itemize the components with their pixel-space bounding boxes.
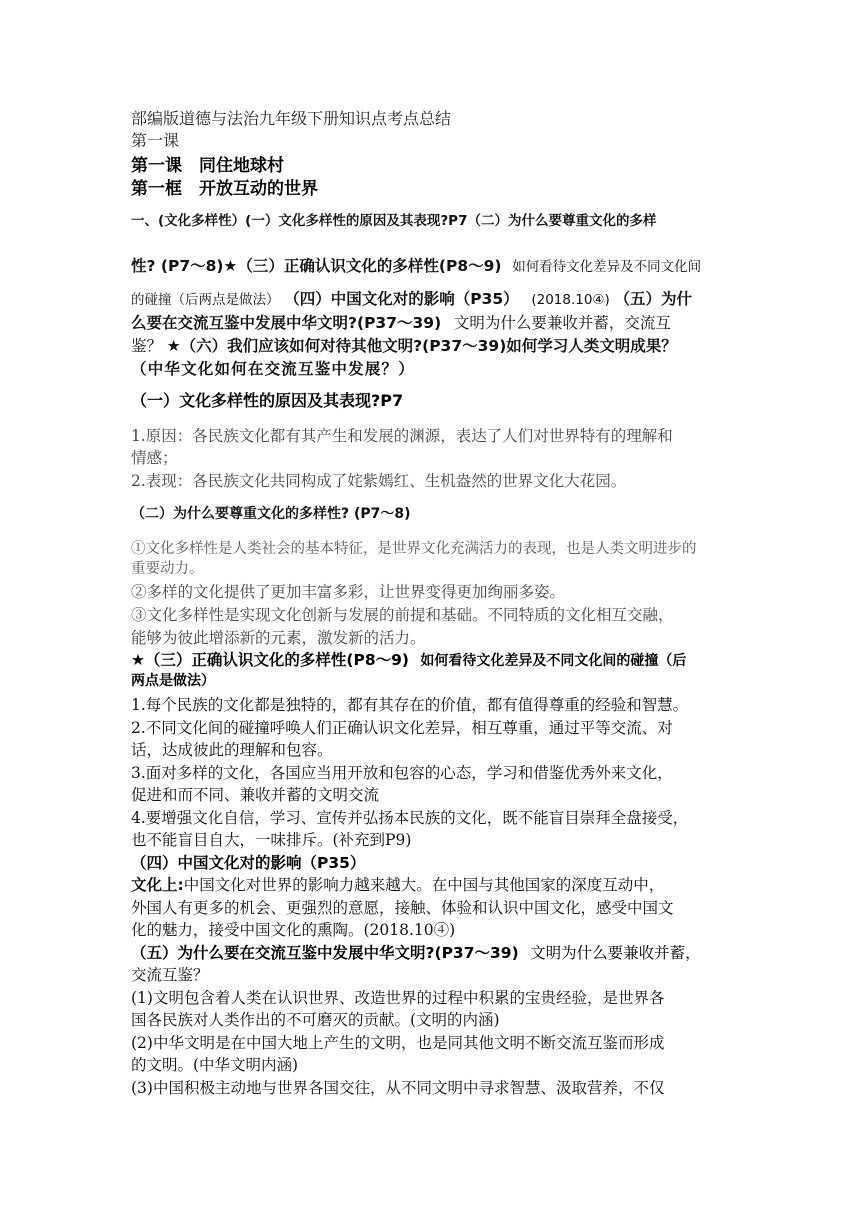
section-4-heading: （四）中国文化对的影响（P35） — [131, 854, 366, 872]
section-3-p2b: 话，达成彼此的理解和包容。 — [131, 741, 333, 759]
overview-line-4-normal: 文明为什么要兼收并蓄，交流互 — [453, 314, 671, 332]
section-5-heading-tail: 交流互鉴？ — [131, 966, 209, 984]
section-2-p1b: 重要动力。 — [131, 561, 204, 577]
section-3-heading — [131, 648, 686, 670]
section-2-p3a: ③文化多样性是实现文化创新与发展的前提和基础。不同特质的文化相互交融， — [131, 606, 674, 624]
section-3-p2a: 2.不同文化间的碰撞呼唤人们正确认识文化差异，相互尊重，通过平等交流、对 — [131, 719, 673, 737]
overview-line-3-bold: （四）中国文化对的影响（P35） — [284, 290, 519, 308]
section-2-p2: ②多样的文化提供了更加丰富多彩，让世界变得更加绚丽多姿。 — [131, 583, 566, 601]
section-4-p1c: 化的魅力，接受中国文化的熏陶。(2018.10④) — [131, 921, 456, 939]
section-3-heading-tail: 两点是做法） — [131, 673, 215, 689]
overview-line-4-bold: 么要在交流互鉴中发展中华文明?(P37～39) — [131, 314, 442, 332]
section-3-p4a: 4.要增强文化自信，学习、宣传并弘扬本民族的文化，既不能盲目崇拜全盘接受， — [131, 809, 689, 827]
overview-line-3-tail: （五）为什 — [614, 290, 693, 308]
section-3-heading-main: ★（三）正确认识文化的多样性(P8～9) — [131, 651, 409, 669]
overview-line-5-normal: 鉴？ — [131, 337, 163, 355]
section-1-p1a: 1.原因：各民族文化都有其产生和发展的渊源，表达了人们对世界特有的理解和 — [131, 427, 673, 445]
section-3-p4b: 也不能盲目自大，一味排斥。(补充到P9) — [131, 831, 412, 849]
section-4-p1b: 外国人有更多的机会、更强烈的意愿，接触、体验和认识中国文化，感受中国文 — [131, 899, 674, 917]
section-5-p1a: (1)文明包含着人类在认识世界、改造世界的过程中积累的宝贵经验，是世界各 — [131, 989, 665, 1007]
section-3-heading-sub: 如何看待文化差异及不同文化间的碰撞（后 — [420, 653, 687, 669]
section-3-p1: 1.每个民族的文化都是独特的，都有其存在的价值，都有值得尊重的经验和智慧。 — [131, 696, 689, 714]
section-1-p1b: 情感； — [131, 449, 178, 467]
section-1-p2: 2.表现：各民族文化共同构成了姹紫嫣红、生机盎然的世界文化大花园。 — [131, 472, 627, 490]
section-5-p2b: 的文明。(中华文明内涵) — [131, 1056, 299, 1074]
section-5-p2a: (2)中华文明是在中国大地上产生的文明，也是同其他文明不断交流互鉴而形成 — [131, 1034, 665, 1052]
section-5-heading — [131, 941, 701, 963]
section-5-heading-sub: 文明为什么要兼收并蓄， — [530, 944, 701, 962]
section-4-label: 文化上: — [131, 876, 184, 894]
overview-line-2-bold: 性? (P7～8)★（三）正确认识文化的多样性(P8～9) — [131, 257, 502, 275]
section-3-p3a: 3.面对多样的文化，各国应当用开放和包容的心态，学习和借鉴优秀外来文化， — [131, 764, 673, 782]
overview-line-1: 一、(文化多样性）(一）文化多样性的原因及其表现?P7（二）为什么要尊重文化的多样 — [131, 213, 657, 229]
overview-line-3 — [131, 287, 692, 309]
section-3-p3b: 促进和而不同、兼收并蓄的文明交流 — [131, 786, 380, 804]
section-5-heading-main: （五）为什么要在交流互鉴中发展中华文明?(P37～39) — [131, 944, 519, 962]
lesson-label: 第一课 — [131, 131, 180, 150]
overview-line-3-date: (2018.10④) — [531, 292, 610, 308]
overview-line-3-normal: 的碰撞（后两点是做法） — [131, 292, 280, 308]
section-2-p3b: 能够为彼此增添新的元素，激发新的活力。 — [131, 629, 426, 647]
document-title: 部编版道德与法治九年级下册知识点考点总结 — [131, 109, 452, 128]
overview-line-4 — [131, 311, 671, 333]
section-5-p1b: 国各民族对人类作出的不可磨灭的贡献。(文明的内涵) — [131, 1011, 500, 1029]
overview-line-6: （中华文化如何在交流互鉴中发展？） — [131, 360, 415, 378]
overview-line-5 — [131, 334, 677, 356]
section-1-heading: （一）文化多样性的原因及其表现?P7 — [131, 391, 404, 410]
section-2-p1a: ①文化多样性是人类社会的基本特征，是世界文化充满活力的表现，也是人类文明进步的 — [131, 541, 697, 557]
overview-line-5-bold: ★（六）我们应该如何对待其他文明?(P37～39)如何学习人类文明成果？ — [166, 337, 677, 355]
overview-line-2 — [131, 254, 701, 276]
lesson-heading: 第一课 同住地球村 — [131, 156, 284, 176]
frame-heading: 第一框 开放互动的世界 — [131, 179, 318, 199]
section-4-p1a-text: 中国文化对世界的影响力越来越大。在中国与其他国家的深度互动中， — [183, 876, 665, 894]
section-5-p3: (3)中国积极主动地与世界各国交往，从不同文明中寻求智慧、汲取营养，不仅 — [131, 1079, 665, 1097]
overview-line-2-normal: 如何看待文化差异及不同文化间 — [512, 259, 702, 275]
section-4-p1a — [131, 873, 664, 895]
section-2-heading: （二）为什么要尊重文化的多样性? (P7～8) — [131, 506, 411, 522]
